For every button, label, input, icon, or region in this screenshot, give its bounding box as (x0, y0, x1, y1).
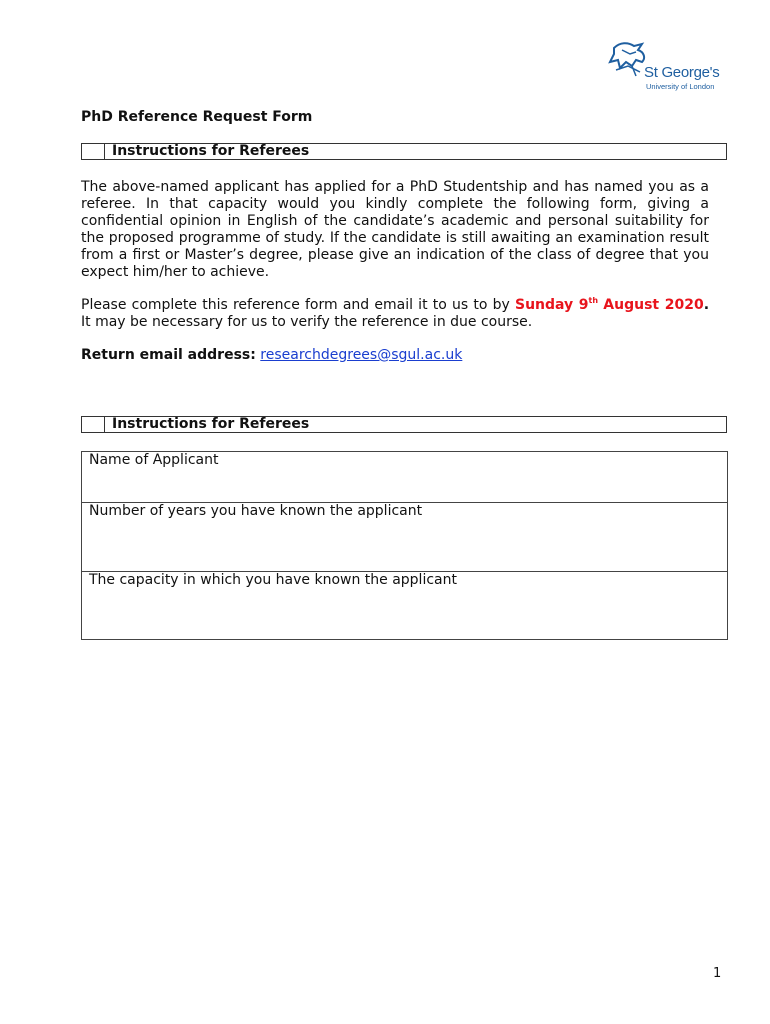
applicant-name-field[interactable] (82, 452, 727, 503)
page-number: 1 (713, 966, 722, 981)
logo-name: St George's (644, 64, 720, 81)
field-label: The capacity in which you have known the applicant (89, 572, 457, 588)
capacity-known-field[interactable] (82, 572, 727, 639)
email-link[interactable]: researchdegrees@sgul.ac.uk (260, 347, 463, 363)
section-heading: Instructions for Referees (112, 143, 310, 159)
referee-form-table (81, 451, 728, 640)
section-number-cell (82, 417, 105, 432)
section-heading: Instructions for Referees (112, 416, 310, 432)
field-label: Number of years you have known the applicant (89, 503, 423, 519)
deadline-tail: It may be necessary for us to verify the reference in due course. (81, 314, 533, 330)
field-label: Name of Applicant (89, 452, 219, 468)
deadline-paragraph (81, 297, 709, 331)
deadline-suffix: th (588, 296, 599, 305)
section-number-cell (82, 144, 105, 159)
page-title: PhD Reference Request Form (81, 109, 313, 125)
deadline-day: Sunday 9th (515, 296, 599, 313)
years-known-field[interactable] (82, 503, 727, 572)
return-email-line (81, 347, 462, 364)
deadline-intro: Please complete this reference form and email it to us to by (81, 297, 515, 313)
email-label: Return email address: (81, 347, 256, 363)
section-header-form (81, 416, 727, 433)
deadline-month-year: August 2020 (603, 297, 704, 313)
instructions-paragraph: The above-named applicant has applied for a PhD Studentship and has named you as a referee. In that capacity would you kindly complete the following form, giving a confidential opinion in English of the candidate’s academic and personal suitability for the proposed programme of study. If the candidate is still awaiting an examination result from a first or Master’s degree, please give an indication of the class of degree that you expect him/her to achieve. (81, 179, 709, 280)
deadline-period: . (703, 297, 710, 313)
section-header-instructions (81, 143, 727, 160)
university-logo (606, 40, 726, 96)
logo-subtitle: University of London (646, 82, 715, 91)
